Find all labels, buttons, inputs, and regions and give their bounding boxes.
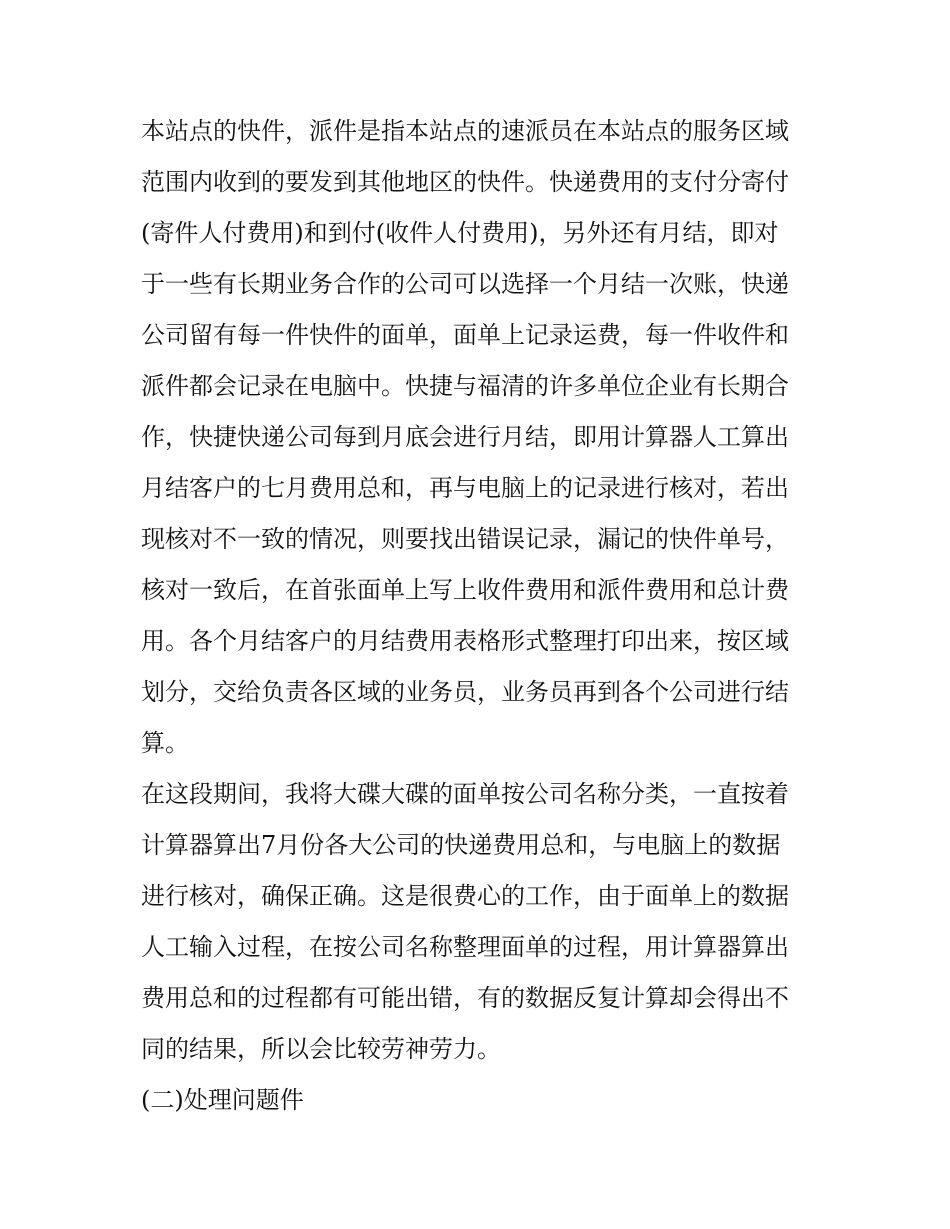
- text-line: 作，快捷快递公司每到月底会进行月结，即用计算器人工算出: [141, 423, 789, 451]
- text-line: 计算器算出7月份各大公司的快递费用总和，与电脑上的数据: [141, 831, 781, 859]
- text-line: 进行核对，确保正确。这是很费心的工作，由于面单上的数据: [141, 882, 789, 910]
- document-body: [141, 106, 821, 1126]
- text-line: 人工输入过程，在按公司名称整理面单的过程，用计算器算出: [141, 933, 789, 961]
- text-line: 划分，交给负责各区域的业务员，业务员再到各个公司进行结: [141, 678, 789, 706]
- text-line: 于一些有长期业务合作的公司可以选择一个月结一次账，快递: [141, 270, 789, 298]
- text-line: 派件都会记录在电脑中。快捷与福清的许多单位企业有长期合: [141, 372, 789, 400]
- text-line: 公司留有每一件快件的面单，面单上记录运费，每一件收件和: [141, 321, 789, 349]
- paragraph-1: [141, 106, 821, 769]
- text-line: 费用总和的过程都有可能出错，有的数据反复计算却会得出不: [141, 984, 789, 1012]
- text-line: 范围内收到的要发到其他地区的快件。快递费用的支付分寄付: [141, 168, 789, 196]
- text-line: 同的结果，所以会比较劳神劳力。: [141, 1035, 501, 1063]
- paragraph-2: [141, 769, 821, 1075]
- text-line: 月结客户的七月费用总和，再与电脑上的记录进行核对，若出: [141, 474, 789, 502]
- text-line: 核对一致后，在首张面单上写上收件费用和派件费用和总计费: [141, 576, 789, 604]
- text-line: 用。各个月结客户的月结费用表格形式整理打印出来，按区域: [141, 627, 789, 655]
- section-heading: (二)处理问题件: [141, 1086, 304, 1114]
- text-line: (寄件人付费用)和到付(收件人付费用)，另外还有月结，即对: [141, 219, 779, 247]
- text-line: 算。: [141, 729, 189, 757]
- text-line: 在这段期间，我将大碟大碟的面单按公司名称分类，一直按着: [141, 780, 789, 808]
- text-line: 现核对不一致的情况，则要找出错误记录，漏记的快件单号，: [141, 525, 789, 553]
- text-line: 本站点的快件，派件是指本站点的速派员在本站点的服务区域: [141, 117, 789, 145]
